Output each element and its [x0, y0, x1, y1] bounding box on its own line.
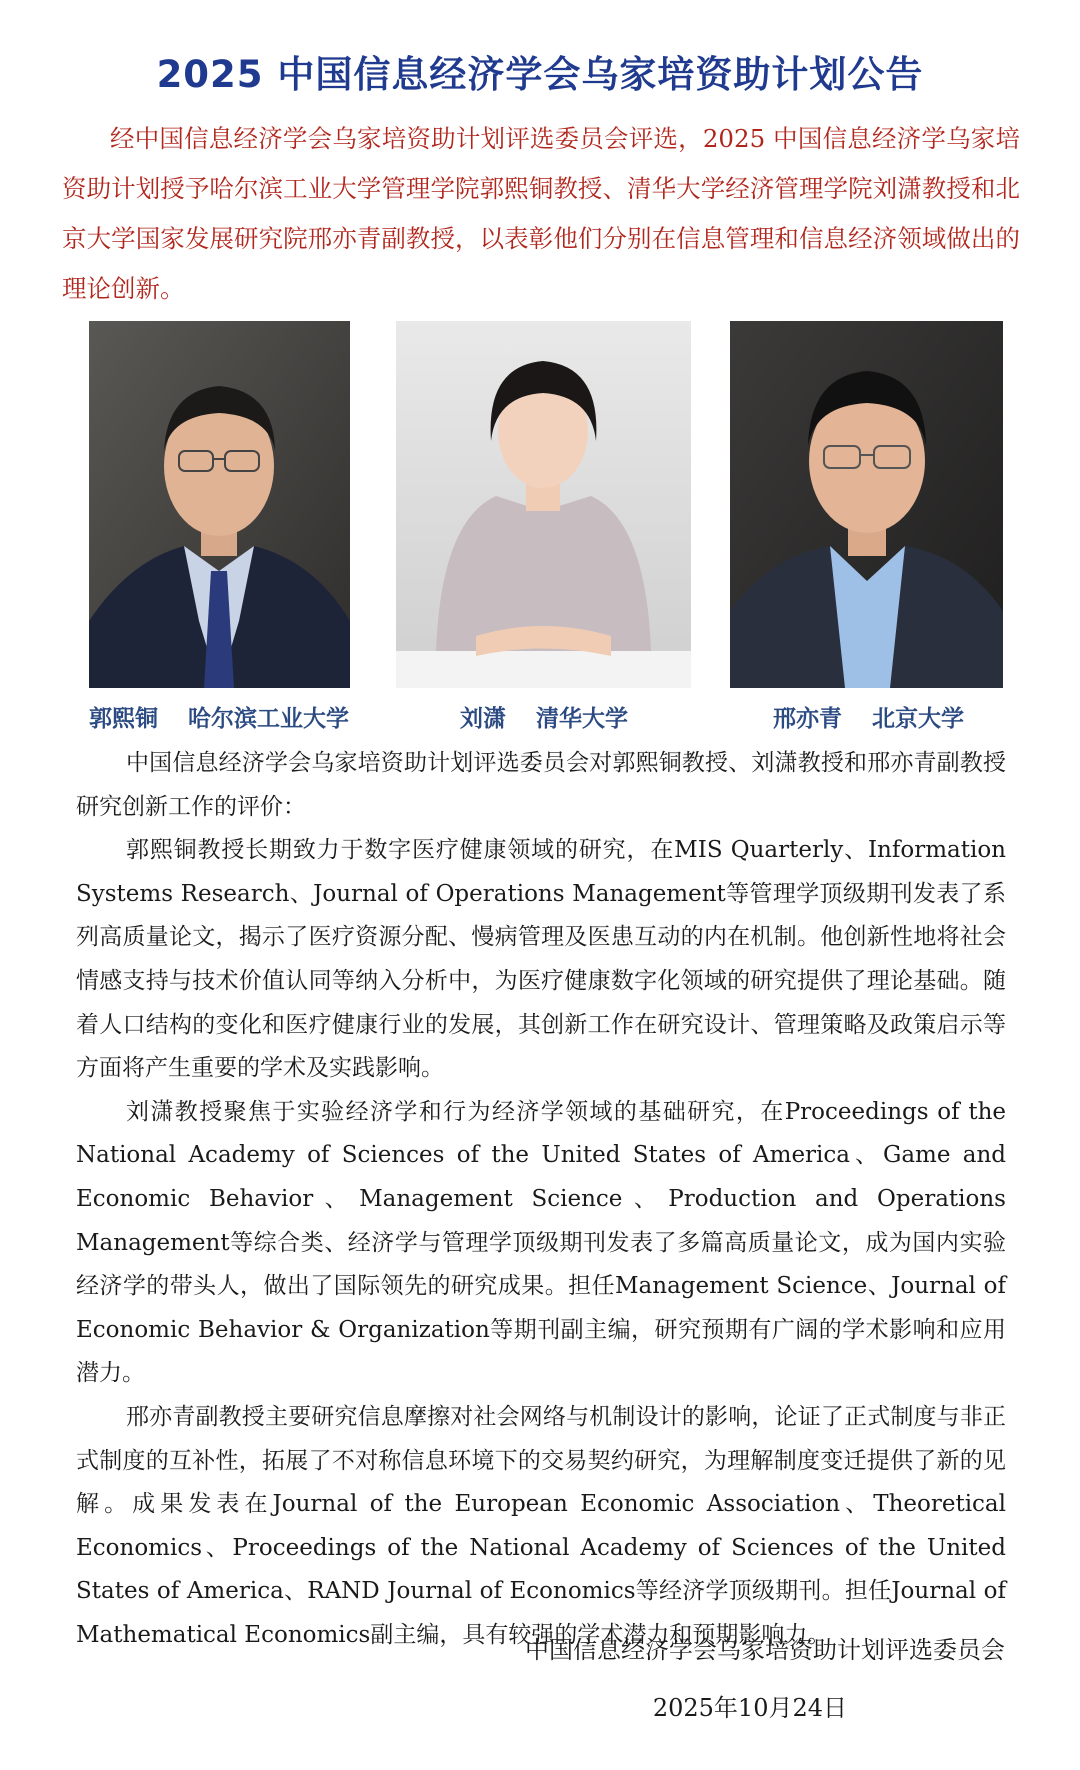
- page-title: 2025 中国信息经济学会乌家培资助计划公告: [156, 53, 924, 96]
- awardee-school: 哈尔滨工业大学: [188, 706, 349, 732]
- evaluation-paragraph-guo: 郭熙铜教授长期致力于数字医疗健康领域的研究，在MIS Quarterly、Information Systems Research、Journal of Operations Management等管理学顶级期刊发表了系列高质量论文，揭示了医疗资源分配、慢病管理及医患互动的内在机制。他创新性地将社会情感支持与技术价值认同等纳入分析中，为医疗健康数字化领域的研究提供了理论基础。随着人口结构的变化和医疗健康行业的发展，其创新工作在研究设计、管理策略及政策启示等方面将产生重要的学术及实践影响。: [76, 837, 1006, 1082]
- evaluation-paragraph-xing: 邢亦青副教授主要研究信息摩擦对社会网络与机制设计的影响，论证了正式制度与非正式制度的互补性，拓展了不对称信息环境下的交易契约研究，为理解制度变迁提供了新的见解。成果发表在Journal of the European Economic Association、Theoretical Economics、Proceedings of the National Academy of Sciences of the United States of America、RAND Journal of Economics等经济学顶级期刊。担任Journal of Mathematical Economics副主编，具有较强的学术潜力和预期影响力。: [76, 1403, 1006, 1648]
- caption-awardee-2: [460, 700, 628, 740]
- evaluation-lead: 中国信息经济学会乌家培资助计划评选委员会对郭熙铜教授、刘潇教授和邢亦青副教授研究创新工作的评价：: [76, 750, 1006, 820]
- awardee-name: 刘潇: [460, 706, 506, 732]
- evaluation-body: [76, 742, 1006, 1657]
- awardee-school: 北京大学: [872, 706, 964, 732]
- caption-awardee-1: [89, 700, 349, 740]
- signature: 中国信息经济学会乌家培资助计划评选委员会: [525, 1636, 1005, 1664]
- portrait-photo-2: [396, 321, 691, 688]
- portrait-photo-3: [730, 321, 1003, 688]
- awardee-name: 郭熙铜: [89, 706, 158, 732]
- intro-paragraph: 经中国信息经济学会乌家培资助计划评选委员会评选，2025 中国信息经济学乌家培资助计划授予哈尔滨工业大学管理学院郭熙铜教授、清华大学经济管理学院刘潇教授和北京大学国家发展研究院邢亦青副教授，以表彰他们分别在信息管理和信息经济领域做出的理论创新。: [62, 124, 1020, 303]
- evaluation-paragraph-liu: 刘潇教授聚焦于实验经济学和行为经济学领域的基础研究，在Proceedings of the National Academy of Sciences of the United States of America、Game and Economic Behavior、Management Science、Production and Operations Management等综合类、经济学与管理学顶级期刊发表了多篇高质量论文，成为国内实验经济学的带头人，做出了国际领先的研究成果。担任Management Science、Journal of Economic Behavior & Organization等期刊副主编，研究预期有广阔的学术影响和应用潜力。: [76, 1098, 1006, 1387]
- portrait-photo-1: [89, 321, 350, 688]
- awardee-name: 邢亦青: [773, 706, 842, 732]
- date: 2025年10月24日: [652, 1694, 847, 1722]
- caption-awardee-3: [773, 700, 964, 740]
- awardee-school: 清华大学: [536, 706, 628, 732]
